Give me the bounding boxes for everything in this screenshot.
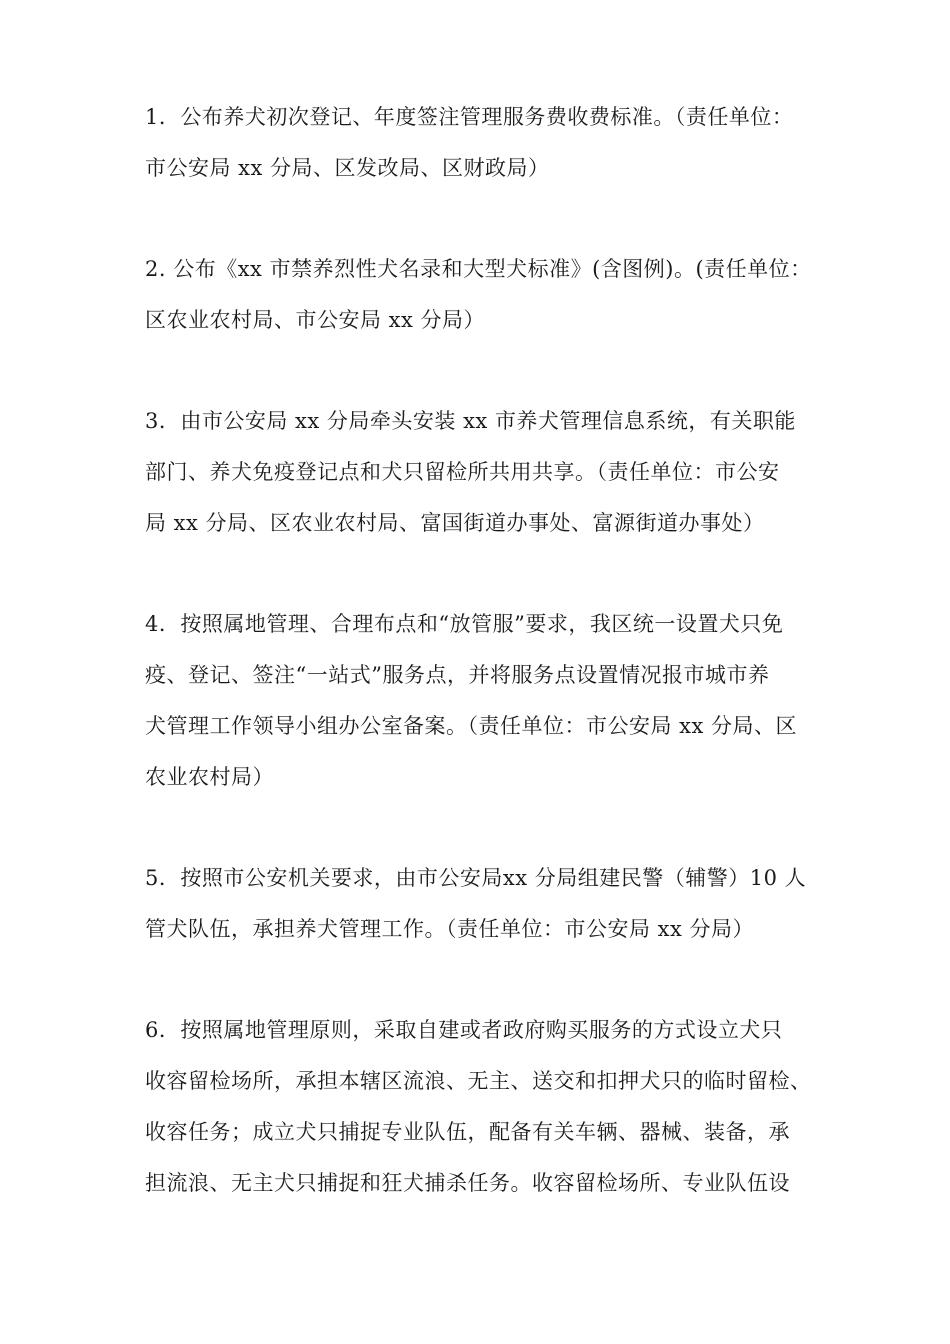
text-line: 局 xx 分局、区农业农村局、富国街道办事处、富源街道办事处） [145,511,765,535]
paragraph-item-1 [145,92,817,194]
text-line: 2. 公布《xx 市禁养烈性犬名录和大型犬标准》(含图例)。(责任单位： [145,257,812,281]
text-line: 担流浪、无主犬只捕捉和狂犬捕杀任务。收容留检场所、专业队伍设 [145,1171,790,1195]
text-line: 1．公布养犬初次登记、年度签注管理服务费收费标准。（责任单位： [145,105,794,129]
document-page [145,92,817,1209]
text-line: 犬管理工作领导小组办公室备案。（责任单位：市公安局 xx 分局、区 [145,714,798,738]
text-line: 农业农村局） [145,765,274,789]
paragraph-item-5 [145,853,817,955]
text-line: 管犬队伍，承担养犬管理工作。（责任单位：市公安局 xx 分局） [145,917,755,941]
text-line: 5．按照市公安机关要求，由市公安局xx 分局组建民警（辅警）10 人 [145,866,807,890]
text-line: 6．按照属地管理原则，采取自建或者政府购买服务的方式设立犬只 [145,1018,783,1042]
text-line: 3．由市公安局 xx 分局牵头安装 xx 市养犬管理信息系统，有关职能 [145,409,796,433]
paragraph-item-3 [145,396,817,549]
text-line: 疫、登记、签注“一站式”服务点，并将服务点设置情况报市城市养 [145,663,770,687]
text-line: 收容留检场所，承担本辖区流浪、无主、送交和扣押犬只的临时留检、 [145,1069,812,1093]
text-line: 部门、养犬免疫登记点和犬只留检所共用共享。（责任单位：市公安 [145,460,780,484]
text-line: 市公安局 xx 分局、区发改局、区财政局） [145,156,550,180]
paragraph-item-2 [145,244,817,346]
paragraph-item-4 [145,599,817,803]
text-line: 4．按照属地管理、合理布点和“放管服”要求，我区统一设置犬只免 [145,612,784,636]
text-line: 区农业农村局、市公安局 xx 分局） [145,308,486,332]
text-line: 收容任务；成立犬只捕捉专业队伍，配备有关车辆、器械、装备，承 [145,1120,790,1144]
paragraph-item-6 [145,1005,817,1209]
